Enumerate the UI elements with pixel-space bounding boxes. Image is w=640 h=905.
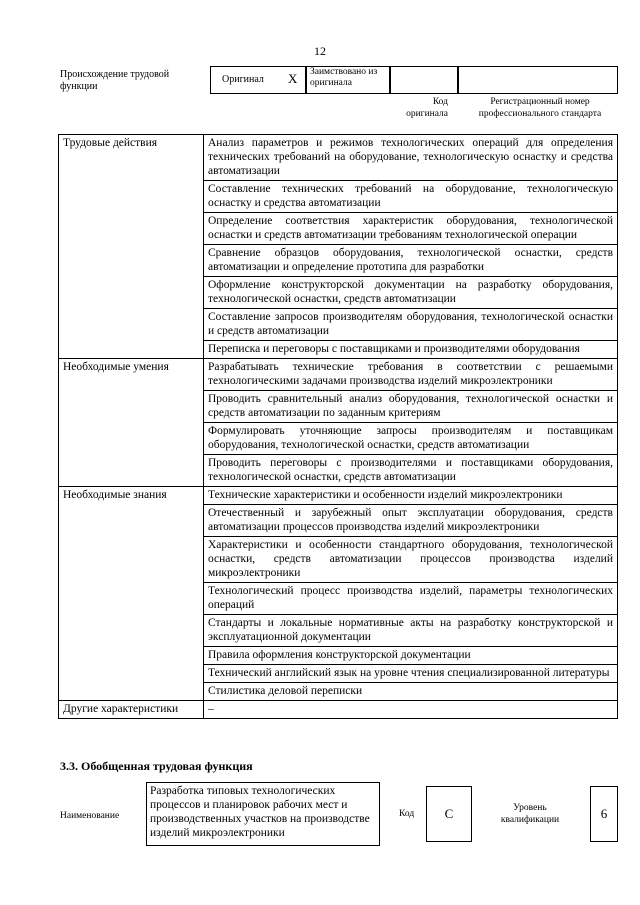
name-label: Наименование — [60, 811, 120, 821]
table-cell: Технический английский язык на уровне чтения специализированной литературы — [204, 665, 618, 683]
table-cell: Технические характеристики и особенности изделий микроэлектроники — [204, 487, 618, 505]
regnum-caption: Регистрационный номер профессионального стандарта — [478, 97, 602, 119]
original-mark: X — [288, 71, 298, 86]
original-label: Оригинал — [222, 74, 264, 85]
table-cell: Проводить сравнительный анализ оборудования, технологической оснастки и средств автоматизации по заданным критериям — [204, 391, 618, 423]
table-row — [59, 487, 618, 505]
table-cell: Составление технических требований на оборудование, технологическую оснастку и средства автоматизации — [204, 181, 618, 213]
level-value: 6 — [600, 806, 608, 821]
code-original-caption: Код оригинала — [406, 97, 448, 119]
code-label: Код — [399, 809, 415, 819]
name-value: Разработка типовых технологических процессов и планировок рабочих мест и производственных участков на производстве изделий микроэлектроники — [150, 785, 370, 839]
table-row — [59, 701, 618, 719]
table-cell: Анализ параметров и режимов технологических операций для определения технических требований на оборудование, технологическую оснастку и средства автоматизации — [204, 135, 618, 181]
table-cell: Разрабатывать технические требования в соответствии с решаемыми технологическими задачами производства изделий микроэлектроники — [204, 359, 618, 391]
skills-heading: Необходимые умения — [59, 359, 204, 487]
table-row — [59, 359, 618, 391]
other-value: – — [204, 701, 618, 719]
origin-label: Происхождение трудовой функции — [60, 69, 170, 92]
section-title: 3.3. Обобщенная трудовая функция — [60, 759, 253, 773]
labor-function-table — [58, 134, 618, 719]
table-cell: Оформление конструкторской документации на разработку оборудования, технологической оснастки, средств автоматизации — [204, 277, 618, 309]
other-heading: Другие характеристики — [59, 701, 204, 719]
level-label: Уровень квалификации — [500, 803, 560, 825]
labor-actions-heading: Трудовые действия — [59, 135, 204, 359]
table-cell: Отечественный и зарубежный опыт эксплуатации оборудования, средств автоматизации процессов производства изделий микроэлектроники — [204, 505, 618, 537]
table-cell: Технологический процесс производства изделий, параметры технологических операций — [204, 583, 618, 615]
table-cell: Характеристики и особенности стандартного оборудования, технологической оснастки, средств автоматизации процессов производства изделий микроэлектроники — [204, 537, 618, 583]
origin-regnum-cell — [458, 66, 618, 94]
table-cell: Стилистика деловой переписки — [204, 683, 618, 701]
table-cell: Формулировать уточняющие запросы производителям и поставщикам оборудования, технологической оснастки, средств автоматизации — [204, 423, 618, 455]
table-cell: Проводить переговоры с производителями и поставщиками оборудования, технологической оснастки, средств автоматизации — [204, 455, 618, 487]
table-cell: Правила оформления конструкторской документации — [204, 647, 618, 665]
table-cell: Составление запросов производителям оборудования, технологической оснастки и средств автоматизации — [204, 309, 618, 341]
table-cell: Стандарты и локальные нормативные акты на разработку конструкторской и эксплуатационной документации — [204, 615, 618, 647]
borrowed-label: Заимствовано из оригинала — [310, 67, 378, 88]
knowledge-heading: Необходимые знания — [59, 487, 204, 701]
table-cell: Сравнение образцов оборудования, технологической оснастки, средств автоматизации и определение прототипа для разработки — [204, 245, 618, 277]
code-value: С — [444, 806, 454, 821]
table-cell: Определение соответствия характеристик оборудования, технологической оснастки и средств автоматизации требованиям технологической операции — [204, 213, 618, 245]
table-cell: Переписка и переговоры с поставщиками и производителями оборудования — [204, 341, 618, 359]
table-row — [59, 135, 618, 181]
page-number: 12 — [314, 44, 326, 58]
origin-code-cell — [390, 66, 458, 94]
